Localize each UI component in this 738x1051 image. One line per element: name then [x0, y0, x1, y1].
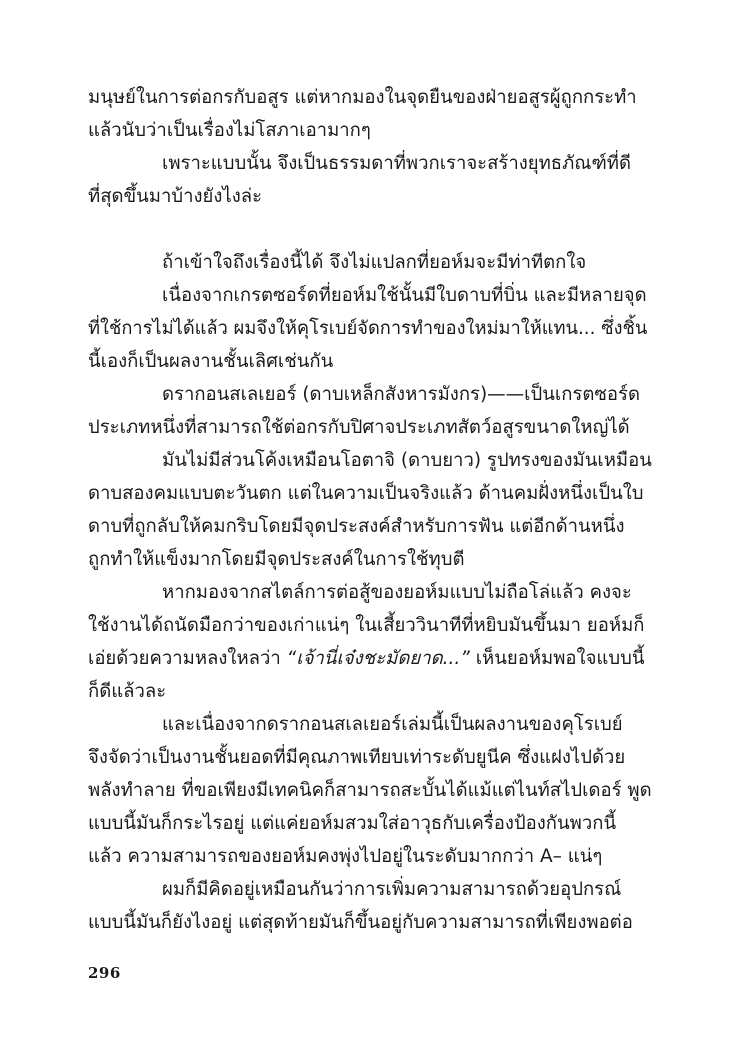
text-line: ดรากอนสเลเยอร์ (ดาบเหล็กสังหารมังกร)——เป็นเกรตซอร์ด: [162, 384, 640, 405]
text-line: ดาบสองคมแบบตะวันตก แต่ในความเป็นจริงแล้ว ด้านคมฝั่งหนึ่งเป็นใบ: [88, 483, 644, 504]
text-line: แบบนี้มันก็ยังไงอยู่ แต่สุดท้ายมันก็ขึ้นอยู่กับความสามารถที่เพียงพอต่อ: [88, 912, 633, 933]
text-line: จึงจัดว่าเป็นงานชั้นยอดที่มีคุณภาพเทียบเท่าระดับยูนีค ซึ่งแฝงไปด้วย: [88, 747, 626, 768]
text-line: เนื่องจากเกรตซอร์ดที่ยอห์มใช้นั้นมีใบดาบที่บิ่น และมีหลายจุด: [162, 285, 647, 306]
text-line: พลังทำลาย ที่ขอเพียงมีเทคนิคก็สามารถสะบั้นได้แม้แต่ไนท์สไปเดอร์ พูด: [88, 780, 652, 801]
quoted-speech: “เจ้านี่เจ๋งชะมัดยาด...”: [286, 648, 470, 669]
text-line: เพราะแบบนั้น จึงเป็นธรรมดาที่พวกเราจะสร้างยุทธภัณฑ์ที่ดี: [162, 153, 632, 174]
text-line: และเนื่องจากดรากอนสเลเยอร์เล่มนี้เป็นผลงานของคุโรเบย์: [162, 714, 623, 735]
text-line: แบบนี้มันก็กระไรอยู่ แต่แค่ยอห์มสวมใส่อาวุธกับเครื่องป้องกันพวกนี้: [88, 813, 617, 834]
text-line: ถูกทำให้แข็งมากโดยมีจุดประสงค์ในการใช้ทุบตี: [88, 549, 465, 570]
text-line: ที่สุดขึ้นมาบ้างยังไงล่ะ: [88, 186, 263, 207]
text-fragment: เอ่ยด้วยความหลงใหลว่า: [88, 648, 281, 669]
text-line: ประเภทหนึ่งที่สามารถใช้ต่อกรกับปิศาจประเภทสัตว์อสูรขนาดใหญ่ได้: [88, 417, 630, 438]
text-line: ดาบที่ถูกลับให้คมกริบโดยมีจุดประสงค์สำหรับการฟัน แต่อีกด้านหนึ่ง: [88, 516, 625, 537]
text-line: แล้ว ความสามารถของยอห์มคงพุ่งไปอยู่ในระดับมากกว่า A– แน่ๆ: [88, 846, 603, 867]
text-line: นี้เองก็เป็นผลงานชั้นเลิศเช่นกัน: [88, 351, 334, 372]
text-line: ผมก็มีคิดอยู่เหมือนกันว่าการเพิ่มความสามารถด้วยอุปกรณ์: [162, 879, 622, 900]
text-line: ถ้าเข้าใจถึงเรื่องนี้ได้ จึงไม่แปลกที่ยอห์มจะมีท่าทีตกใจ: [162, 252, 587, 273]
text-line: แล้วนับว่าเป็นเรื่องไม่โสภาเอามากๆ: [88, 120, 371, 141]
text-line: ใช้งานได้ถนัดมือกว่าของเก่าแน่ๆ ในเสี้ยววินาทีที่หยิบมันขึ้นมา ยอห์มก็: [88, 615, 645, 636]
text-fragment: เห็นยอห์มพอใจแบบนี้: [475, 648, 645, 669]
text-line: มันไม่มีส่วนโค้งเหมือนโอตาจิ (ดาบยาว) รูปทรงของมันเหมือน: [162, 450, 652, 471]
text-line: ก็ดีแล้วละ: [88, 681, 167, 702]
text-line: หากมองจากสไตล์การต่อสู้ของยอห์มแบบไม่ถือโล่แล้ว คงจะ: [162, 582, 632, 603]
page-number: 296: [88, 964, 121, 982]
text-line: มนุษย์ในการต่อกรกับอสูร แต่หากมองในจุดยืนของฝ่ายอสูรผู้ถูกกระทำ: [88, 87, 637, 108]
text-line-with-quote: [88, 647, 644, 671]
text-line: ที่ใช้การไม่ได้แล้ว ผมจึงให้คุโรเบย์จัดการทำของใหม่มาให้แทน... ซึ่งชิ้น: [88, 318, 648, 339]
